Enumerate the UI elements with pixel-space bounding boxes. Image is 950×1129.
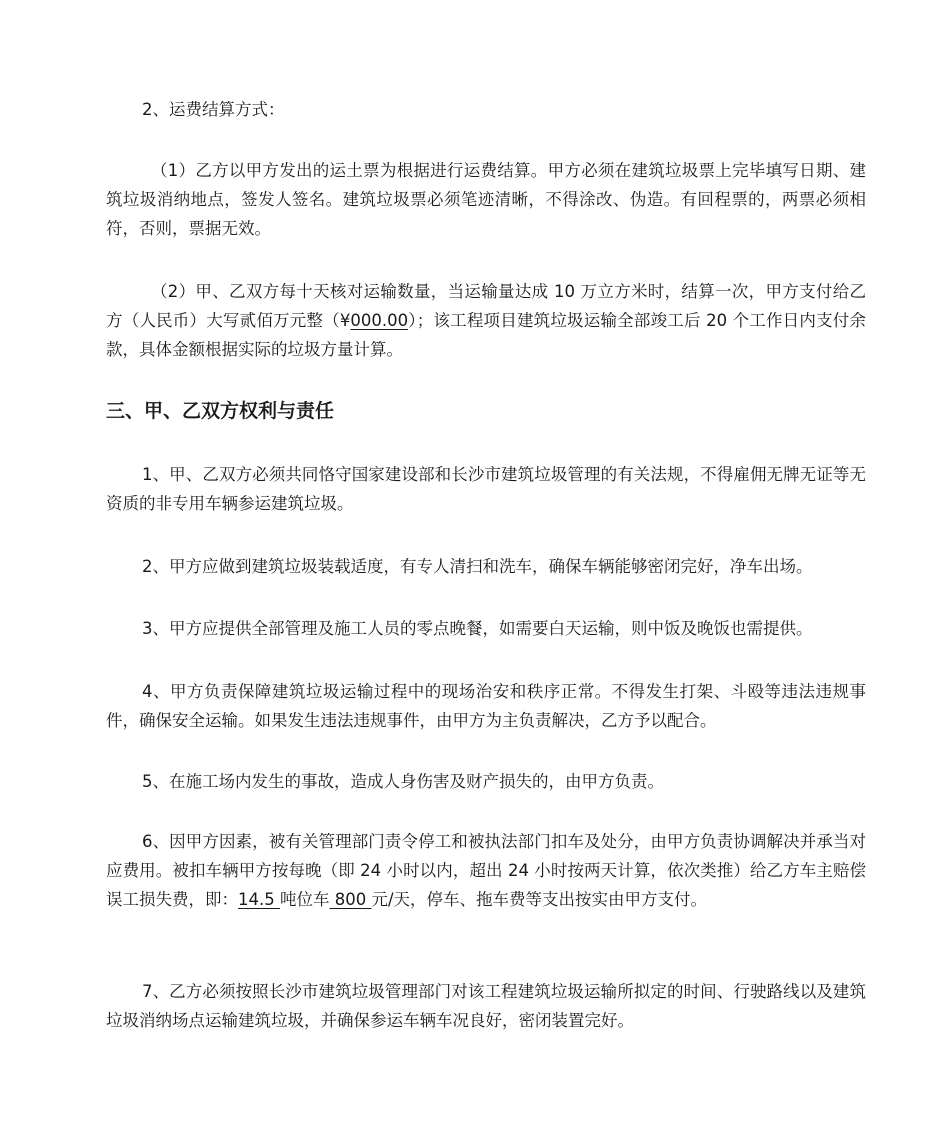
responsibility-6-text-a: 6、因甲方因素，被有关管理部门责令停工和被执法部门扣车及处分，由甲方负责协调解决并承当对应费用。被扣车辆甲方按每晚（即 24 小时以内，超出 24 小时按两天计算，依次类推）给乙方车主赔偿误工损失费，即： <box>106 832 866 909</box>
payment-method-title: 2、运费结算方式： <box>142 100 285 119</box>
truck-tonnage: 14.5 <box>238 890 280 909</box>
section-heading-3: 三、甲、乙双方权利与责任 <box>106 400 335 422</box>
responsibility-6 <box>106 827 866 914</box>
responsibility-4: 4、甲方负责保障建筑垃圾运输过程中的现场治安和秩序正常。不得发生打架、斗殴等违法违规事件，确保安全运输。如果发生违法违规事件，由甲方为主负责解决，乙方予以配合。 <box>106 682 866 730</box>
responsibility-3: 3、甲方应提供全部管理及施工人员的零点晚餐，如需要白天运输，则中饭及晚饭也需提供。 <box>142 619 813 638</box>
clause-1: （1）乙方以甲方发出的运土票为根据进行运费结算。甲方必须在建筑垃圾票上完毕填写日期、建筑垃圾消纳地点，签发人签名。建筑垃圾票必须笔迹清晰，不得涂改、伪造。有回程票的，两票必须相符，否则，票据无效。 <box>106 161 866 238</box>
clause-2-text-b: ）；该工程项目建筑垃圾运输全部竣工后 20 个工作日内支付余款，具体金额根据实际的垃圾方量计算。 <box>106 311 866 359</box>
responsibility-1: 1、甲、乙双方必须共同恪守国家建设部和长沙市建筑垃圾管理的有关法规，不得雇佣无牌无证等无资质的非专用车辆参运建筑垃圾。 <box>106 465 866 513</box>
clause-2-text-a: （2）甲、乙双方每十天核对运输数量，当运输量达成 10 万立方米时，结算一次，甲方支付给乙方（人民币）大写贰佰万元整（¥ <box>106 282 866 330</box>
daily-compensation: 800 <box>329 890 372 909</box>
responsibility-6-text-b: 吨位车 <box>279 890 330 909</box>
responsibility-6-text-c: 元/天，停车、拖车费等支出按实由甲方支付。 <box>371 890 708 909</box>
responsibility-2: 2、甲方应做到建筑垃圾装载适度，有专人清扫和洗车，确保车辆能够密闭完好，净车出场。 <box>142 557 813 576</box>
responsibility-5: 5、在施工场内发生的事故，造成人身伤害及财产损失的，由甲方负责。 <box>142 772 664 791</box>
clause-2 <box>106 277 866 364</box>
responsibility-7: 7、乙方必须按照长沙市建筑垃圾管理部门对该工程建筑垃圾运输所拟定的时间、行驶路线以及建筑垃圾消纳场点运输建筑垃圾，并确保参运车辆车况良好，密闭装置完好。 <box>106 982 866 1030</box>
clause-2-amount: 000.00 <box>350 311 409 330</box>
